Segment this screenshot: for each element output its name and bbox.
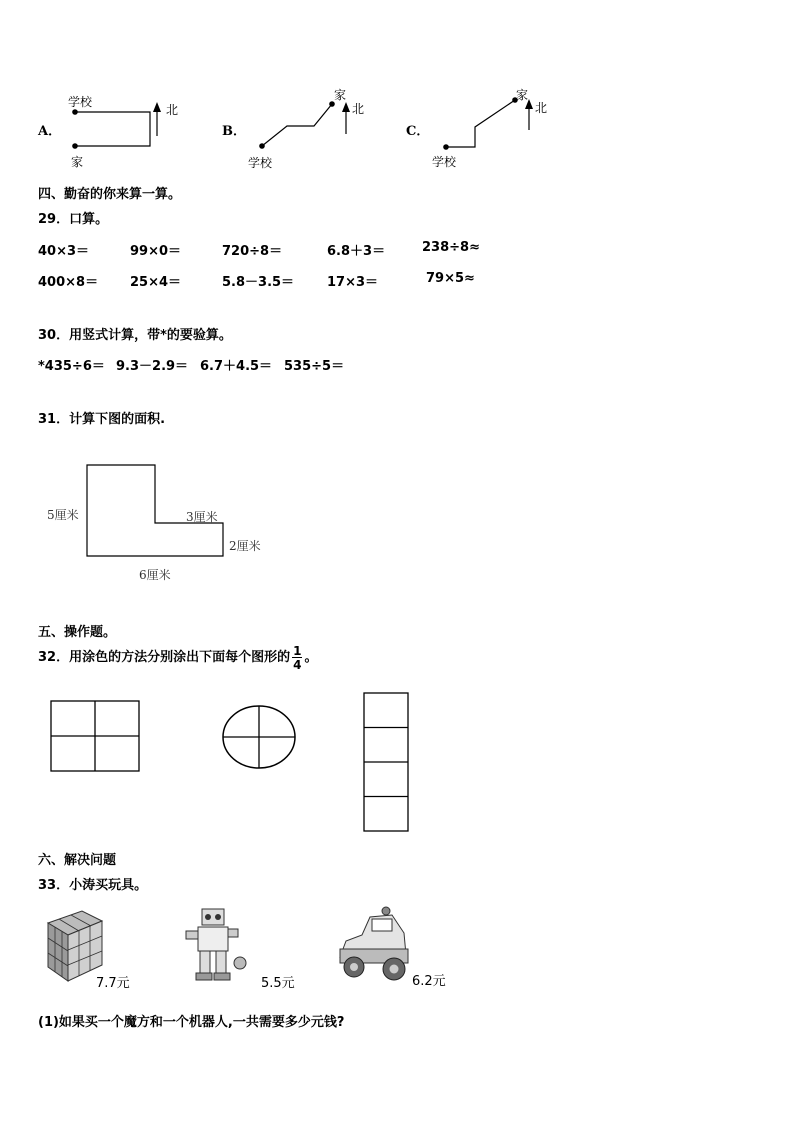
option-a-letter: A． [38,124,62,139]
option-c-letter: C． [406,124,430,139]
toy-car-price: 6.2元 [412,974,446,989]
q29-title: 29．口算。 [38,212,109,227]
q30-title: 30．用竖式计算，带*的要验算。 [38,328,232,343]
l-shape-left-label: 5厘米 [47,508,79,522]
q33-title: 33．小涛买玩具。 [38,878,148,893]
q33-sub1: (1)如果买一个魔方和一个机器人,一共需要多少元钱? [38,1015,345,1030]
option-a-home-label: 家 [71,155,84,169]
option-c-home-label: 家 [516,88,529,102]
l-shape-right-label: 2厘米 [229,539,261,553]
q30-item: 9.3－2.9＝ [116,359,189,374]
q29-row1-item: 720÷8＝ [222,244,283,259]
l-shape-inner-label: 3厘米 [186,510,218,524]
robot-price: 5.5元 [261,976,295,991]
option-c-school-label: 学校 [432,155,457,169]
vertical-strip-shape[interactable] [364,693,408,831]
q30-item: 535÷5＝ [284,359,345,374]
option-a-school-label: 学校 [68,95,93,109]
q32-title-text: 32．用涂色的方法分别涂出下面每个图形的 [38,650,291,665]
q29-row2-item: 17×3＝ [327,275,379,290]
magic-cube-image [48,911,102,981]
q32-title [38,638,317,678]
square-grid-shape[interactable] [51,701,139,771]
q29-row2-item: 5.8－3.5＝ [222,275,295,290]
q29-row2-item: 79×5≈ [426,271,475,286]
q29-row1-item: 40×3＝ [38,244,90,259]
option-b-home-label: 家 [334,88,347,102]
fraction-numerator: 1 [293,643,302,658]
q29-row1-item: 6.8＋3＝ [327,244,386,259]
robot-image [186,909,246,980]
q29-row1-item: 99×0＝ [130,244,182,259]
option-b-letter: B． [222,124,246,139]
fraction-one-quarter [292,645,302,671]
shading-shapes [40,685,460,840]
toy-car-image [340,907,408,980]
section-5-heading: 五、操作题。 [38,625,117,640]
q31-title: 31．计算下图的面积. [38,412,166,427]
fraction-denominator: 4 [293,657,302,672]
option-c-north-label: 北 [535,101,548,115]
magic-cube-price: 7.7元 [96,976,130,991]
circle-shape[interactable] [223,706,295,768]
section-4-heading: 四、勤奋的你来算一算。 [38,187,182,202]
q29-row2-item: 400×8＝ [38,275,99,290]
option-b-north-label: 北 [352,102,365,116]
q30-item: *435÷6＝ [38,359,105,374]
q30-item: 6.7＋4.5＝ [200,359,273,374]
option-a-north-label: 北 [166,103,179,117]
option-b-school-label: 学校 [248,156,273,170]
q32-title-end: 。 [304,650,318,665]
section-6-heading: 六、解决问题 [38,853,117,868]
q29-row1-item: 238÷8≈ [422,240,480,255]
l-shape-bottom-label: 6厘米 [139,568,171,582]
q29-row2-item: 25×4＝ [130,275,182,290]
